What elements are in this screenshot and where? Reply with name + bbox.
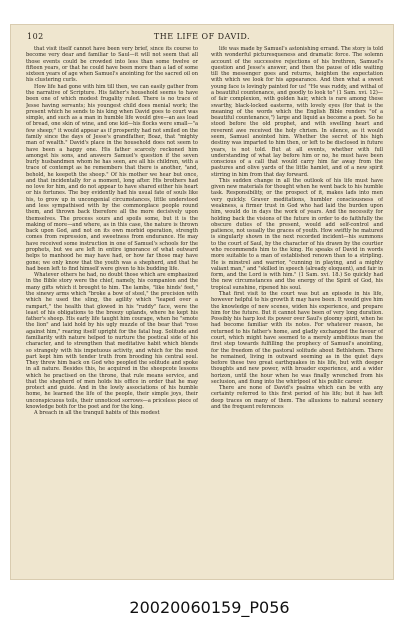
paragraph: This sudden change in all the outlook of his life must have given new materials for thought when he went back to his humble task. Responsibility, or the prospect of it, makes lads into men very quickly. Graver meditations, humbler consciousness of weakness, a firmer trust in God who had laid the burden upon him, would do in days the work of years. And the necessity for holding back the visions of the future in order to do faithfully the obscure duties of the present, would add self-control and patience, not usually the graces of youth. How swiftly he matured is singularly shown in the next recorded incident—his summons to the court of Saul, by the character of his drawn by the courtier who recommends him to the king. He speaks of David in words more suitable to a man of established renown than to a stripling. He is minstrel and warrior, "cunning in playing, and a mighty valiant man," and "skilled in speech (already eloquent), and fair in form, and the Lord is with him." (1 Sam. xvi. 18.) So quickly had the new circumstances and the energy of the Spirit of God, his tropical sunshine, ripened his soul. — [211, 177, 383, 291]
column-gutter — [204, 46, 205, 572]
page-number: 102 — [27, 32, 44, 41]
paragraph: A breach in all the tranquil habits of this modest — [34, 410, 160, 417]
book-page — [10, 24, 394, 580]
right-column — [211, 46, 383, 572]
scan-id-caption: 20020060159_P056 — [129, 598, 290, 617]
paragraph: How life had gone with him till then, we can easily gather from the narrative of Scripture. His father's household seems to have been one of which modest frugality ruled. There is no trace of Jesse having servants; his youngest child does menial work; the present which he sends to his king when David goes to court was simple, and such as a man in humble life would give—an ass load of bread, one skin of wine, and one kid—his flocks were small—"a few sheep;" it would appear as if prosperity had not smiled on the family since the days of Jesse's grandfather, Boaz, that "mighty man of wealth." David's place in the household does not seem to have been a happy one. His father scarcely reckoned him amongst his sons, and answers Samuel's question if the seven burly husbandmen whom he has seen, are all his children, with a trace of contempt as he remembers that there is another, "and, behold, he keepeth the sheep." Of his mother we hear but once, and that incidentally for a moment, long after. His brothers had no love for him, and do not appear to have shared either his heart or his fortunes. The boy evidently had his usual fate of souls like his, to grow up in uncongenial circumstances, little understood and less sympathised with by the commonplace people round them, and thrown back therefore all the more decisively upon themselves. The process sours and spoils some, but it is the making of more—and where, as in this case, the nature is thrown back upon God, and not on its own morbid operation, strength comes from repression, and sweetness from endurance. He may have received some instruction in one of Samuel's schools for the prophets, but we are left in entire ignorance of what outward helps to manhood he may have had, or how far those may have gone; we only know that the youth was a shepherd, and that he had been left to find himself were given to his budding life. — [26, 83, 198, 272]
page-header — [10, 32, 394, 46]
running-head: THE LIFE OF DAVID. — [153, 32, 251, 41]
paragraph: that visit itself cannot have been very brief, since its course to become very dear and familiar to Saul—it will not seem that all those events could be crowded into less than some twelve or fifteen years, or that he could have been more than a lad of some sixteen years of age when Samuel's anointing for the sacred oil on his clustering curls. — [26, 46, 198, 84]
left-column — [26, 46, 198, 572]
paragraph: That first visit to the court was but an episode in his life, however helpful to his growth it may have been. It would give him the knowledge of new scenes, widen his experience, and prepare him for the future. But it cannot have been of very long duration. Possibly his harp lost its power over Saul's gloomy spirit, when he had become familiar with its notes. For whatever reason, he returned to his father's home, and gladly exchanged the favour of court, which might have seemed to a merely ambitious man the first step towards fulfilling the prophecy of Samuel's anointing, for the freedom of the pastoral solitude about Bethlehem. There he remained, living in outward seeming as in the quiet days before these two great earthquakes in his life, but with deeper thoughts and new power, with broader experience, and a wider horizon, until the hour when he was finally wrenched from his seclusion, and flung into the whirlpool of his public career. — [211, 290, 383, 385]
paragraph: There are none of David's psalms which can be with any certainty referred to this first period of his life; but it has left deep traces on many of them. The allusions to natural scenery and the frequent references — [211, 385, 383, 411]
paragraph: life was made by Samuel's astonishing errand. The story is told with wonderful picturesqueness and dramatic force. The solemn account of the successive rejections of his brethren, Samuel's question and Jesse's answer, and then the pause of idle waiting till the messenger goes and returns, heighten the expectation with which we look for his appearance. And then what a sweet young face is lovingly painted for us! "He was ruddy, and withal of a beautiful countenance, and goodly to look to" (1 Sam. xvi. 12)—of fair complexion, with golden hair, which is rare among these swarthy, black-locked easterns, with lovely eyes (for that is the meaning of the words which the English Bible renders "of a beautiful countenance,") large and liquid as become a poet. So he stood before the old prophet, and with swelling heart and reverent awe received the holy chrism. In silence, as it would seem, Samuel anointed him. Whether the secret of his high destiny was imparted to him then, or left to be disclosed in future years, is not told. But at all events, whether with full understanding of what lay before him or no, he must have been conscious of a call that would carry him far away from the pastures and olive yards of the little hamlet, and of a new spirit stirring in him from that day forward. — [211, 46, 383, 178]
paragraph: Whatever others he had, no doubt those which are emphasized in the Bible story were the chief, namely, his companion and the many gifts which it brought to him. The lambs, "like hinds' feet," the sinewy arms which "broke a bow of steel," the precision with which he used the sling, the agility which "leaped over a rampart," the health that glowed in his "ruddy" face, were the least of his obligations to the breezy uplands, where he kept his father's sheep. His early life taught him courage, when he "smote the lion" and laid hold by his ugly muzzle of the bear that "rose against him," rearing itself upright for the fatal hug. Solitude and familiarity with nature helped to nurture the poetical side of his character, and to strengthen that meditative habit which blends so strangely with his impetuous activity, and which for the most part kept him with tender truth from brooding his central soul. They threw him back on God who peopled the solitude and spoke in all nature. Besides this, he acquired in the sheepcote lessons which he practised on the throne, that rule means service, and that the shepherd of men holds his office in order that he may protect and guide. And in the lowly associations of his humble home, he learned the life of the people, their simple joys, their unconspicuous toils, their unnoticed sorrows—a priceless piece of knowledge both for the poet and for the king. — [26, 272, 198, 411]
